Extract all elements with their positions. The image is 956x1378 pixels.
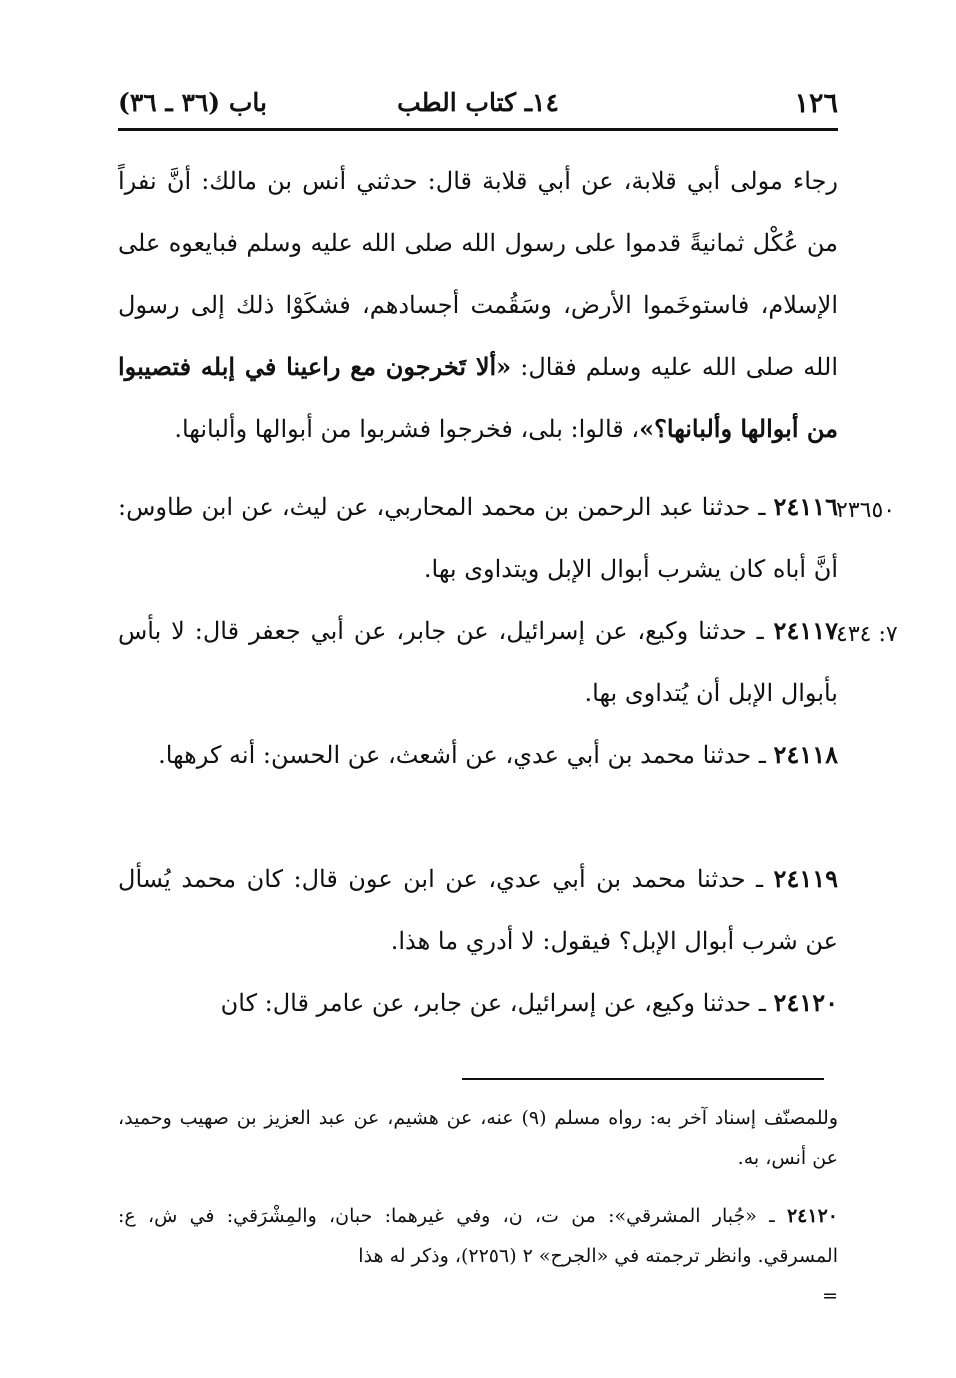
margin-reference: ٢٣٦٥٠	[836, 498, 896, 523]
hadith-text: ـ حدثنا وكيع، عن إسرائيل، عن جابر، عن عامر قال: كان	[220, 989, 774, 1017]
hadith-paragraph	[118, 476, 838, 600]
hadith-text: ـ حدثنا محمد بن أبي عدي، عن ابن عون قال: كان محمد يُسأل عن شرب أبوال الإبل؟ فيقول: لا أدري ما هذا.	[118, 865, 838, 955]
page-header	[118, 82, 838, 122]
hadith-text: ـ حدثنا محمد بن أبي عدي، عن أشعث، عن الحسن: أنه كرهها.	[158, 741, 774, 769]
hadith-text: ـ حدثنا وكيع، عن إسرائيل، عن جابر، عن أبي جعفر قال: لا بأس بأبوال الإبل أن يُتداوى بها.	[118, 617, 838, 707]
header-rule	[118, 128, 838, 131]
opening-text-1: رجاء مولى أبي قلابة، عن أبي قلابة قال: حدثني أنس بن مالك: أنَّ نفراً من عُكْل ثمانيةً قدموا على رسول الله صلى الله عليه وسلم فبايعوه على الإسلام، فاستوخَموا الأرض، وسَقُمت أجسادهم، فشكَوْا ذلك إلى رسول الله صلى الله عليه وسلم فقال:	[118, 167, 838, 381]
hadith-paragraph	[118, 848, 838, 972]
hadith-number: ٢٤١١٦	[773, 492, 838, 521]
footnote-rule	[462, 1078, 824, 1080]
opening-paragraph	[118, 150, 838, 460]
opening-text-2: ، قالوا: بلى، فخرجوا فشربوا من أبوالها وألبانها.	[174, 415, 640, 443]
footnote-text: وللمصنّف إسناد آخر به: رواه مسلم (٩) عنه، عن هشيم، عن عبد العزيز بن صهيب وحميد، عن أنس، به.	[118, 1107, 839, 1169]
footnote	[118, 1098, 838, 1178]
footnote-text: ـ «جُبار المشرقي»: من ت، ن، وفي غيرهما: حبان، والمِشْرَقي: في ش، ع: المسرقي. وانظر ترجمته في «الجرح» ٢ (٢٢٥٦)، وذكر له هذا	[118, 1205, 838, 1267]
hadith-number: ٢٤١٢٠	[773, 988, 838, 1017]
hadith-paragraph	[118, 972, 838, 1034]
hadith-text: ـ حدثنا عبد الرحمن بن محمد المحاربي، عن ليث، عن ابن طاوس: أنَّ أباه كان يشرب أبوال الإبل ويتداوى بها.	[118, 493, 838, 583]
page-number: ١٢٦	[794, 88, 838, 119]
continuation-mark: =	[822, 1285, 838, 1307]
book-title: ١٤ـ كتاب الطب	[397, 88, 559, 117]
hadith-number: ٢٤١١٧	[773, 616, 838, 645]
hadith-paragraph	[118, 724, 838, 786]
opening-quote: «ألا تَخرجون مع راعينا في إبله فتصيبوا من أبوالها وألبانها؟»	[118, 352, 838, 443]
footnote-number: ٢٤١٢٠	[786, 1205, 838, 1227]
margin-reference: ٧: ٤٣٤	[836, 622, 898, 647]
footnote	[118, 1196, 838, 1276]
hadith-paragraph	[118, 600, 838, 724]
hadith-number: ٢٤١١٩	[773, 864, 838, 893]
chapter-label: باب (٣٦ ـ ٣٦)	[118, 88, 267, 117]
hadith-number: ٢٤١١٨	[773, 740, 838, 769]
